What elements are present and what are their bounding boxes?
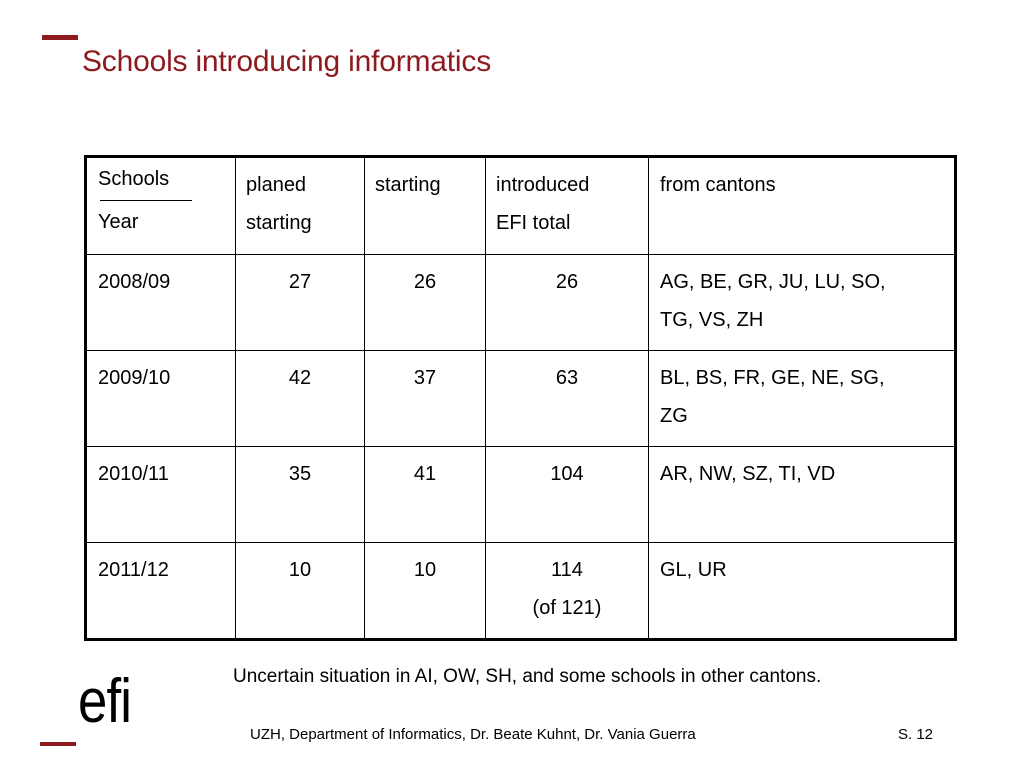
footer-credits: UZH, Department of Informatics, Dr. Beate Kuhnt, Dr. Vania Guerra <box>250 726 696 743</box>
header-from-cantons <box>649 157 956 255</box>
cantons-line: AG, BE, GR, JU, LU, SO, <box>660 271 886 293</box>
cantons-line: GL, UR <box>660 559 727 581</box>
title-accent-bar <box>42 35 78 40</box>
schools-table <box>84 155 957 641</box>
header-text: starting <box>375 174 441 196</box>
page-title: Schools introducing informatics <box>82 45 491 78</box>
year-cell: 2010/11 <box>98 463 169 485</box>
header-year-label: Year <box>98 211 139 233</box>
header-schools-label: Schools <box>98 168 170 190</box>
year-cell: 2011/12 <box>98 559 169 581</box>
planed-cell: 10 <box>288 559 312 581</box>
introduced-cell: 26 <box>555 271 579 293</box>
planed-cell: 35 <box>288 463 312 485</box>
cantons-line: AR, NW, SZ, TI, VD <box>660 463 836 485</box>
logo-underscore-bar <box>40 742 76 746</box>
introduced-cell <box>486 543 648 627</box>
cantons-cell <box>660 543 954 589</box>
planed-cell: 42 <box>288 367 312 389</box>
header-text: EFI total <box>496 212 571 234</box>
table-row <box>86 447 956 543</box>
cantons-cell <box>660 351 954 435</box>
header-divider-line <box>100 200 192 201</box>
table-row <box>86 255 956 351</box>
introduced-value: 114 <box>551 559 583 581</box>
year-cell: 2008/09 <box>98 271 171 293</box>
introduced-note: (of 121) <box>532 597 602 619</box>
starting-cell: 10 <box>413 559 437 581</box>
table-header-row <box>86 157 956 255</box>
introduced-cell: 104 <box>550 463 584 485</box>
planed-cell: 27 <box>288 271 312 293</box>
page-number: S. 12 <box>898 726 934 743</box>
cantons-line: ZG <box>660 405 688 427</box>
table-row <box>86 351 956 447</box>
header-planed-starting <box>236 157 365 255</box>
header-text: starting <box>246 212 312 234</box>
header-text: planed <box>246 174 307 196</box>
header-introduced-efi-total <box>486 157 649 255</box>
header-schools-year <box>86 157 236 255</box>
starting-cell: 26 <box>413 271 437 293</box>
table-row <box>86 543 956 640</box>
footnote-uncertain: Uncertain situation in AI, OW, SH, and some schools in other cantons. <box>233 666 822 687</box>
logo-text: efi <box>78 667 132 736</box>
cantons-cell <box>660 447 954 493</box>
header-text: from cantons <box>660 174 776 196</box>
cantons-line: TG, VS, ZH <box>660 309 764 331</box>
cantons-line: BL, BS, FR, GE, NE, SG, <box>660 367 885 389</box>
starting-cell: 41 <box>413 463 437 485</box>
year-cell: 2009/10 <box>98 367 171 389</box>
cantons-cell <box>660 255 954 339</box>
efi-logo <box>40 667 150 748</box>
header-starting <box>365 157 486 255</box>
starting-cell: 37 <box>413 367 437 389</box>
introduced-cell: 63 <box>555 367 579 389</box>
header-text: introduced <box>496 174 590 196</box>
